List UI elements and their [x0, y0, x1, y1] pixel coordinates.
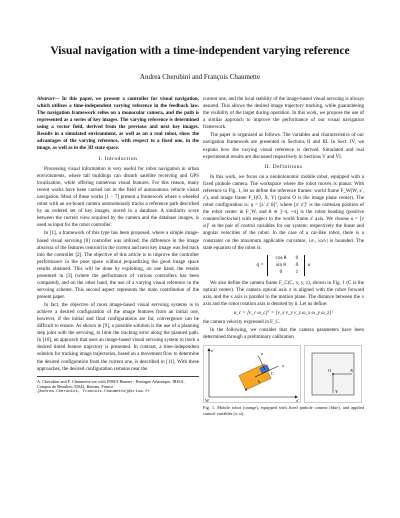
right-column [203, 96, 364, 417]
matrix-cell: sin θ [275, 261, 286, 268]
matrix-cell: 0 [295, 261, 299, 268]
figure-label: z' [211, 348, 214, 354]
definitions-paragraph-1: In this work, we focus on a nonholonomic mobile robot, equipped with a fixed pinhole camera. The workspace where the robot moves is planar. With reference to Fig. 1, let us define the reference frames: world frame F_W(W, x', z'), and image frame F_I(O, X, Y) (point O is the image plane center). The robot configuration is: q = [x' z' θ]ᵀ, where [x' z']ᵀ is the cartesian position of the robot center in F_W, and θ ∈ ]−π, +π] is the robot heading (positive counterclockwise) with respect to the world frame z' axis. We choose u = [v ω]ᵀ as the pair of control variables for our system: respectively the linear and angular velocities of the robot. In the case of a car-like robot, there is a constraint on the maximum applicable curvature, i.e., |ω/v| is bounded. The state equation of the robot is: [203, 174, 364, 251]
footnote-affiliation: A. Cherubini and F. Chaumette are with INRIA Rennes - Bretagne Atlantique, IRISA, Campus de Beaulieu 35042, Rennes, France. [37, 378, 185, 390]
matrix-cell: cos θ [275, 254, 287, 261]
figure-1 [203, 345, 364, 403]
paper-title: Visual navigation with a time-independent varying reference [50, 44, 350, 57]
abstract [37, 96, 199, 152]
intro-paragraph-3: In fact, the objective of most image-based visual servoing systems is to achieve a desired configuration of the image features from an initial one, however, if the initial and final configurations are far, convergence can be difficult to ensure. As shown in [9], a possible solution is the use of a planning step joint with the servoing, to limit the tracking error along the planned path. In [10], an approach that uses an image-based visual servoing system to track a desired timed feature trajectory is presented. In contrast, a time-independent solution for tracking image trajectories, based on a movement flow to determine the desired configuration from the current one, is described in [11]. With these approaches, the desired configuration remains near the [37, 302, 200, 372]
paper-authors: Andrea Cherubini and François Chaumette [139, 73, 261, 81]
section-heading-definitions: II. Definitions [264, 164, 303, 171]
figure-label: C [271, 371, 275, 377]
matrix-cell: 0 [295, 254, 299, 261]
left-column [37, 96, 199, 395]
figure-label: θ [245, 387, 248, 393]
footnote [37, 376, 199, 396]
camera-velocity-equation: u_c = [v_c ω_c]ᵀ = [v_x v_y v_z ω_x ω_y ω_z]ᵀ [233, 309, 334, 316]
abstract-text: — In this paper, we present a controller for visual navigation, which utilizes a time-independent varying reference in the feedback law. The navigation framework relies on a monocular camera, and the path is represented as a series of key images. The varying reference is determined using a vector field, derived from the previous and next key images. Results in a simulated environment, as well as on a real robot, show the advantages of the varying reference, with respect to a fixed one, in the image, as well as in the 3D state space. [37, 96, 199, 152]
figure-1-image-plane [304, 345, 362, 403]
definitions-paragraph-4: In the following, we consider that the camera parameters have been determined through a preliminary calibration [203, 327, 364, 341]
intro-paragraph-4: current one, and the local stability of the image-based visual servoing is always assured. This allows the desired image trajectory tracking, while guaranteeing the visibility of the target during operation. In this work, we propose the use of a similar approach to improve the performance of our visual navigation framework. [203, 96, 364, 131]
matrix-cell: 0 [279, 268, 283, 275]
matrix-cell: 1 [295, 268, 299, 275]
figure-label: X [350, 368, 354, 374]
state-equation [203, 255, 364, 276]
state-equation-rhs: u [307, 261, 311, 268]
figure-1-caption: Fig. 1. Mobile robot (orange), equipped with fixed pinhole camera (blue), and applied control variables (v, ω). [203, 405, 364, 416]
figure-label: x' [296, 398, 300, 404]
figure-label: z [261, 351, 263, 357]
figure-label: Y [335, 389, 339, 395]
figure-label: O [328, 368, 332, 374]
figure-label: x [282, 363, 285, 369]
figure-1-robot-diagram [203, 345, 301, 403]
section-heading-introduction: I. Introduction [98, 155, 138, 162]
state-matrix [267, 255, 305, 276]
state-equation-lhs: q̇ = [256, 261, 264, 268]
figure-label: δ [258, 379, 261, 385]
intro-paragraph-2: In [1], a framework of this type has been proposed, where a simple image-based visual servoing [8] controller was utilized: the difference in the image abscissa of the features centroid in the current and next key image was fed back into the controller [2]. The objective of this article is to improve the controller performance in the pose space without jeopardizing the good image space results obtained. This will be done by exploiting, on one hand, the results presented in [3] (where the performance of various controllers has been compared), and on the other hand, the use of a varying visual reference in the servoing scheme. This second aspect represents the main contribution of the present paper. [37, 230, 199, 300]
abstract-lead: Abstract [37, 96, 55, 102]
definitions-paragraph-2: We also define the camera frame F_C(C, x, y, z), shown in Fig. 1 (C is the optical center). The camera optical axis z is aligned with the robot forward axis, and the x axis is parallel to the motion plane. The distance between the x axis and the robot rotation axis is denoted by δ. Let us define: [203, 279, 364, 307]
intro-paragraph-1: Processing visual information is very useful for robot navigation in urban environments, where tall buildings can disturb satellite receiving and GPS localization, while offering numerous visual features. For this reason, many recent works have been carried out in the field of autonomous vehicle visual navigation. Most of these works [1 − 7] present a framework where a wheeled robot with an on-board camera autonomously tracks a reference path described by an ordered set of key images, stored in a database. A similarity score between the current view acquired by the camera and the database images, is used as input for the robot controller. [37, 165, 199, 229]
figure-label: W [205, 398, 210, 404]
intro-paragraph-5: The paper is organized as follows. The variables and characteristics of our navigation framework are presented in Sections II and III. In Sect. IV, we explain how the varying visual reference is derived. Simulated and real experimental results are discussed respectively in Sections V and VI. [203, 132, 364, 160]
definitions-paragraph-3: the camera velocity expressed in F_C. [203, 318, 281, 325]
footnote-email: {Andrea.Cherubini, Francois.Chaumette}@irisa.fr [37, 389, 150, 394]
